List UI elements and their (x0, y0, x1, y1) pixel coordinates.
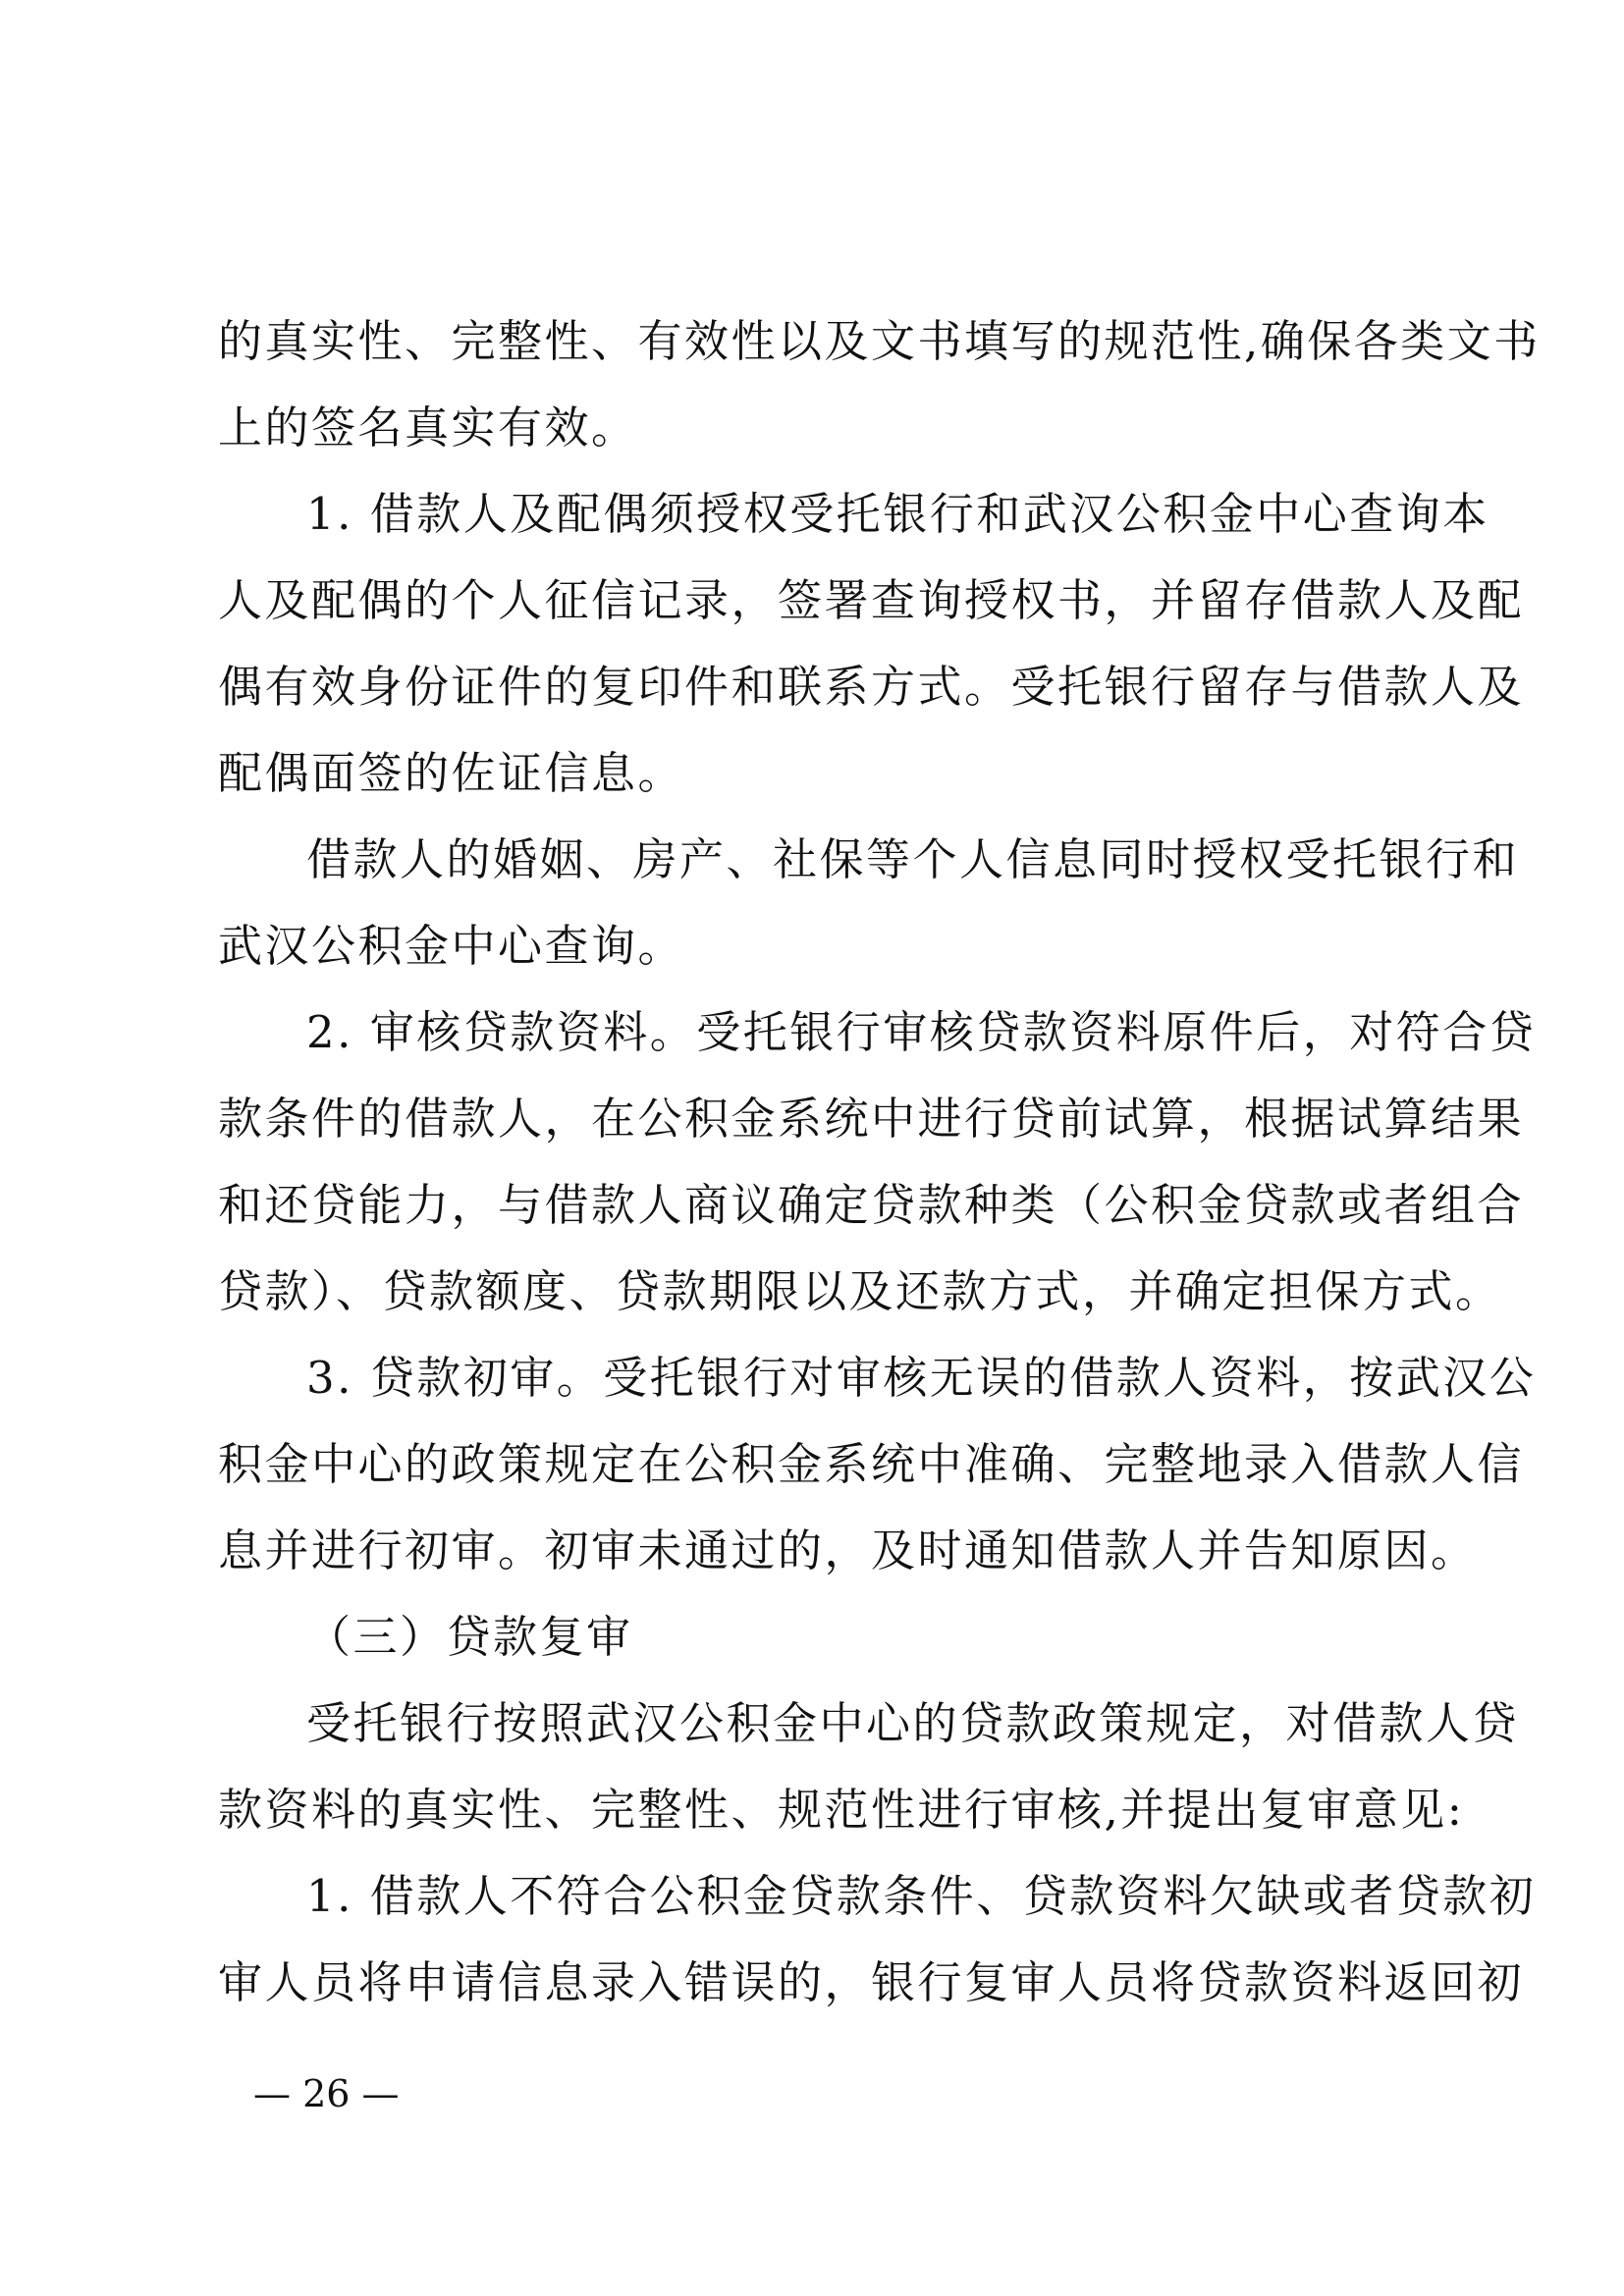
body-line: 1. 借款人不符合公积金贷款条件、贷款资料欠缺或者贷款初 (306, 1870, 1537, 1922)
body-line: 受托银行按照武汉公积金中心的贷款政策规定，对借款人贷 (306, 1697, 1520, 1749)
body-line: 款条件的借款人，在公积金系统中进行贷前试算，根据试算结果 (218, 1093, 1525, 1145)
body-line: 配偶面签的佐证信息。 (218, 747, 685, 799)
body-line: 上的签名真实有效。 (218, 401, 638, 454)
body-line: 的真实性、完整性、有效性以及文书填写的规范性,确保各类文书 (218, 315, 1541, 367)
body-line: 偶有效身份证件的复印件和联系方式。受托银行留存与借款人及 (218, 661, 1525, 713)
body-line: 和还贷能力，与借款人商议确定贷款种类（公积金贷款或者组合 (218, 1179, 1525, 1231)
body-line: 武汉公积金中心查询。 (218, 920, 685, 972)
body-line: 人及配偶的个人征信记录，签署查询授权书，并留存借款人及配 (218, 574, 1525, 626)
body-line: 审人员将申请信息录入错误的，银行复审人员将贷款资料返回初 (218, 1956, 1525, 2008)
page-number: — 26 — (253, 2072, 400, 2115)
body-line: 2. 审核贷款资料。受托银行审核贷款资料原件后，对符合贷 (306, 1006, 1537, 1058)
body-line: 款资料的真实性、完整性、规范性进行审核,并提出复审意见: (218, 1784, 1465, 1836)
body-line: 息并进行初审。初审未通过的，及时通知借款人并告知原因。 (218, 1524, 1478, 1576)
body-line: 贷款）、贷款额度、贷款期限以及还款方式，并确定担保方式。 (218, 1265, 1502, 1317)
body-line: 3. 贷款初审。受托银行对审核无误的借款人资料，按武汉公 (306, 1352, 1537, 1404)
body-line: 借款人的婚姻、房产、社保等个人信息同时授权受托银行和 (306, 833, 1520, 885)
section-heading: （三）贷款复审 (306, 1611, 633, 1663)
body-line: 积金中心的政策规定在公积金系统中准确、完整地录入借款人信 (218, 1438, 1525, 1490)
body-line: 1. 借款人及配偶须授权受托银行和武汉公积金中心查询本 (306, 488, 1489, 540)
